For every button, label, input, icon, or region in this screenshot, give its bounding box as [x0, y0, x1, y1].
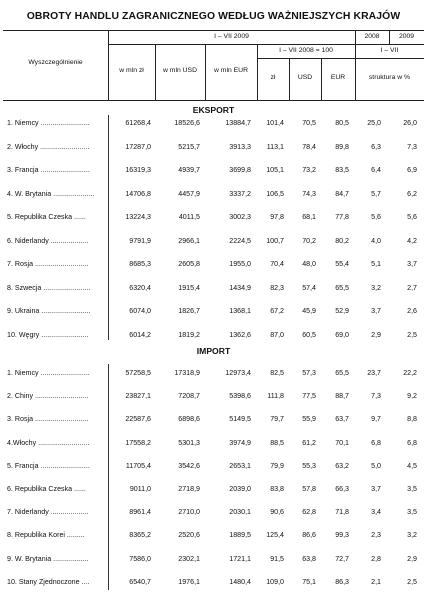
cell-s2008: 6,3 [371, 142, 381, 151]
header-col-usd: w mln USD [163, 67, 197, 74]
row-label: 1. Niemcy ......................... [7, 119, 90, 127]
cell-s2009: 22,2 [403, 369, 417, 377]
cell-eur: 5149,5 [229, 415, 251, 424]
cell-s2008: 2,1 [371, 577, 381, 586]
cell-iusd: 73,2 [302, 166, 316, 174]
cell-eur: 5398,6 [229, 392, 251, 401]
cell-s2009: 7,3 [407, 142, 417, 151]
cell-s2008: 7,3 [371, 392, 381, 401]
table-row [3, 282, 424, 296]
cell-pln: 8685,3 [129, 260, 151, 268]
cell-ieur: 63,7 [335, 415, 349, 424]
cell-usd: 1976,1 [178, 577, 200, 586]
cell-s2008: 3,7 [371, 485, 381, 493]
cell-usd: 5301,3 [178, 438, 200, 447]
cell-eur: 1368,1 [229, 307, 251, 315]
row-label: 7. Rosja ........................... [7, 260, 89, 268]
cell-ieur: 88,7 [335, 392, 349, 401]
cell-iusd: 60,5 [302, 330, 316, 339]
cell-pln: 61268,4 [125, 119, 151, 127]
row-label: 2. Włochy ......................... [7, 142, 90, 151]
row-label: 10. Stany Zjednoczone .... [7, 577, 90, 586]
cell-s2009: 3,5 [407, 508, 417, 517]
page-title: OBROTY HANDLU ZAGRANICZNEGO WEDŁUG WAŻNIEJSZYCH KRAJÓW [26, 11, 401, 22]
table-row [3, 576, 424, 590]
cell-s2008: 23,7 [367, 369, 381, 377]
header-index-label: I – VII 2008 = 100 [279, 47, 333, 54]
cell-ieur: 80,5 [335, 119, 349, 127]
cell-eur: 3337,2 [229, 189, 251, 198]
cell-ipln: 88,5 [270, 438, 284, 447]
cell-s2009: 3,2 [407, 531, 417, 540]
cell-ieur: 99,3 [335, 531, 349, 540]
cell-pln: 57258,5 [125, 369, 151, 377]
cell-usd: 4457,9 [178, 189, 200, 198]
cell-pln: 14706,8 [125, 189, 151, 198]
cell-s2009: 2,5 [407, 330, 417, 339]
cell-ipln: 105,1 [266, 166, 284, 174]
table-row [3, 437, 424, 451]
cell-iusd: 57,8 [302, 485, 316, 493]
cell-eur: 2030,1 [229, 508, 251, 517]
table-row [3, 211, 424, 225]
row-label: 9. W. Brytania .................. [7, 554, 89, 563]
table-row [3, 117, 424, 131]
cell-eur: 3002,3 [229, 213, 251, 221]
header-year-2009: 2009 [398, 33, 415, 40]
cell-usd: 3542,6 [178, 461, 200, 470]
cell-pln: 13224,3 [125, 213, 151, 221]
header-period-main: I – VII 2009 [214, 33, 249, 40]
cell-usd: 18526,6 [174, 119, 200, 127]
cell-ipln: 83,8 [270, 485, 284, 493]
cell-usd: 5215,7 [178, 142, 200, 151]
cell-iusd: 48,0 [302, 260, 316, 268]
cell-s2008: 3,7 [371, 307, 381, 315]
cell-ieur: 80,2 [335, 236, 349, 245]
cell-usd: 2302,1 [178, 554, 200, 563]
row-label: 4. W. Brytania ..................... [7, 189, 95, 198]
cell-s2009: 3,7 [407, 260, 417, 268]
cell-pln: 11705,4 [125, 461, 151, 470]
cell-usd: 7208,7 [178, 392, 200, 401]
cell-eur: 2653,1 [229, 461, 251, 470]
cell-iusd: 61,2 [302, 438, 316, 447]
cell-iusd: 78,4 [302, 142, 316, 151]
cell-eur: 2039,0 [229, 485, 251, 493]
table-row [3, 460, 424, 474]
table-row [3, 483, 424, 497]
cell-ipln: 82,5 [270, 369, 284, 377]
cell-s2009: 6,2 [407, 189, 417, 198]
cell-eur: 1362,6 [229, 330, 251, 339]
cell-ipln: 113,1 [266, 142, 284, 151]
cell-ieur: 72,7 [335, 554, 349, 563]
cell-usd: 2520,6 [178, 531, 200, 540]
table-row [3, 329, 424, 343]
cell-s2008: 5,6 [371, 213, 381, 221]
cell-ipln: 111,8 [267, 392, 284, 401]
table-row [3, 164, 424, 178]
cell-s2009: 2,7 [407, 283, 417, 292]
cell-eur: 3974,9 [229, 438, 251, 447]
row-label: 8. Szwecja ........................ [7, 283, 91, 292]
cell-usd: 6898,6 [178, 415, 200, 424]
row-label: 3. Rosja ........................... [7, 415, 89, 424]
cell-iusd: 63,8 [302, 554, 316, 563]
header-year-2008: 2008 [364, 33, 380, 40]
cell-ieur: 71,8 [335, 508, 349, 517]
cell-eur: 1434,9 [229, 283, 251, 292]
cell-ipln: 106,5 [266, 189, 284, 198]
cell-pln: 16319,3 [125, 166, 151, 174]
cell-ieur: 63,2 [335, 461, 349, 470]
cell-s2008: 2,3 [371, 531, 381, 540]
cell-s2009: 4,2 [407, 236, 417, 245]
section-import-label: IMPORT [196, 346, 231, 356]
table-row [3, 235, 424, 249]
cell-s2008: 5,7 [371, 189, 381, 198]
row-label: 9. Ukraina ......................... [7, 307, 91, 315]
cell-ieur: 65,5 [335, 369, 349, 377]
cell-s2009: 3,5 [407, 485, 417, 493]
cell-usd: 17318,9 [174, 369, 200, 377]
cell-eur: 12973,4 [225, 369, 251, 377]
cell-iusd: 57,3 [302, 369, 316, 377]
cell-pln: 6540,7 [129, 577, 151, 586]
cell-ieur: 55,4 [335, 260, 349, 268]
header-idx-eur: EUR [330, 74, 346, 81]
cell-ieur: 83,5 [335, 166, 349, 174]
cell-usd: 2718,9 [178, 485, 200, 493]
table-row [3, 413, 424, 427]
row-label: 2. Chiny ........................... [7, 392, 89, 401]
cell-eur: 1721,1 [229, 554, 251, 563]
cell-eur: 1480,4 [229, 577, 251, 586]
cell-iusd: 62,8 [302, 508, 316, 517]
cell-pln: 9791,9 [129, 236, 151, 245]
table-row [3, 529, 424, 543]
cell-eur: 2224,5 [229, 236, 251, 245]
cell-ipln: 97,8 [270, 213, 284, 221]
cell-s2008: 5,0 [371, 461, 381, 470]
row-label: 6. Republika Czeska ...... [7, 485, 86, 493]
cell-ipln: 90,6 [270, 508, 284, 517]
cell-iusd: 75,1 [302, 577, 316, 586]
cell-iusd: 70,5 [302, 119, 316, 127]
cell-usd: 2710,0 [178, 508, 200, 517]
header-col-eur: w mln EUR [214, 67, 248, 74]
table-row [3, 390, 424, 404]
row-label: 4.Włochy .......................... [7, 438, 90, 447]
cell-eur: 13884,7 [225, 119, 251, 127]
cell-ieur: 69,0 [335, 330, 349, 339]
cell-ieur: 52,9 [335, 307, 349, 315]
cell-iusd: 77,5 [302, 392, 316, 401]
cell-s2008: 6,8 [371, 438, 381, 447]
row-label: 8. Republika Korei ......... [7, 531, 85, 540]
cell-pln: 8365,2 [129, 531, 151, 540]
cell-usd: 1826,7 [178, 307, 200, 315]
cell-s2008: 2,8 [371, 554, 381, 563]
cell-pln: 22587,6 [125, 415, 151, 424]
cell-pln: 8961,4 [129, 508, 151, 517]
section-export-label: EKSPORT [192, 105, 235, 115]
header-idx-pln: zł [270, 74, 276, 81]
cell-s2008: 4,0 [371, 236, 381, 245]
cell-s2008: 3,2 [371, 283, 381, 292]
cell-pln: 6320,4 [129, 283, 151, 292]
header-idx-usd: USD [297, 74, 313, 81]
cell-iusd: 86,6 [302, 531, 316, 540]
cell-usd: 2605,8 [178, 260, 200, 268]
cell-ieur: 70,1 [335, 438, 349, 447]
cell-iusd: 74,3 [302, 189, 316, 198]
cell-ieur: 65,5 [335, 283, 349, 292]
cell-ipln: 67,2 [270, 307, 284, 315]
cell-ipln: 101,4 [266, 119, 284, 127]
cell-ipln: 87,0 [270, 330, 284, 339]
cell-s2008: 5,1 [371, 260, 381, 268]
cell-s2008: 6,4 [371, 166, 381, 174]
table-header [3, 30, 424, 101]
cell-pln: 17287,0 [125, 142, 151, 151]
cell-eur: 3699,8 [229, 166, 251, 174]
cell-pln: 23827,1 [125, 392, 151, 401]
cell-usd: 4939,7 [178, 166, 200, 174]
row-label: 3. Francja ......................... [7, 166, 90, 174]
table-row [3, 188, 424, 202]
cell-iusd: 70,2 [302, 236, 316, 245]
row-label: 5. Francja ......................... [7, 461, 90, 470]
header-structure-label: struktura w % [368, 74, 411, 81]
cell-pln: 6014,2 [129, 330, 151, 339]
cell-s2009: 6,9 [407, 166, 417, 174]
row-label: 1. Niemcy ......................... [7, 369, 90, 377]
cell-s2009: 9,2 [407, 392, 417, 401]
cell-s2008: 9,7 [371, 415, 381, 424]
cell-usd: 1915,4 [178, 283, 200, 292]
cell-ipln: 109,0 [266, 577, 284, 586]
cell-pln: 17558,2 [125, 438, 151, 447]
cell-ieur: 89,8 [335, 142, 349, 151]
cell-s2009: 5,6 [407, 213, 417, 221]
cell-usd: 2966,1 [178, 236, 200, 245]
cell-ipln: 79,7 [270, 415, 284, 424]
cell-s2009: 2,6 [407, 307, 417, 315]
row-label: 7. Niderlandy ................... [7, 508, 89, 517]
table-row [3, 305, 424, 319]
cell-ieur: 66,3 [335, 485, 349, 493]
row-label: 10. Węgry ........................ [7, 330, 89, 339]
cell-s2009: 2,9 [407, 554, 417, 563]
cell-s2009: 26,0 [403, 119, 417, 127]
cell-s2008: 25,0 [367, 119, 381, 127]
cell-iusd: 55,9 [302, 415, 316, 424]
header-period-short: I – VII [380, 47, 399, 54]
row-label: 6. Niderlandy ................... [7, 236, 89, 245]
cell-ipln: 91,5 [270, 554, 284, 563]
cell-usd: 4011,5 [178, 213, 200, 221]
cell-ipln: 100,7 [266, 236, 284, 245]
cell-ipln: 70,4 [270, 260, 284, 268]
cell-eur: 1955,0 [229, 260, 251, 268]
cell-ipln: 125,4 [266, 531, 284, 540]
cell-s2009: 4,5 [407, 461, 417, 470]
cell-ipln: 79,9 [270, 461, 284, 470]
cell-s2009: 8,8 [407, 415, 417, 424]
cell-pln: 7586,0 [129, 554, 151, 563]
cell-ieur: 86,3 [335, 577, 349, 586]
cell-pln: 6074,0 [129, 307, 151, 315]
cell-iusd: 55,3 [302, 461, 316, 470]
cell-eur: 1889,5 [229, 531, 251, 540]
cell-ieur: 77,8 [335, 213, 349, 221]
cell-ipln: 82,3 [270, 283, 284, 292]
header-col-pln: w mln zł [119, 67, 144, 74]
cell-ieur: 84,7 [335, 189, 349, 198]
cell-s2009: 2,5 [407, 577, 417, 586]
cell-iusd: 57,4 [302, 283, 316, 292]
cell-iusd: 68,1 [302, 213, 316, 221]
row-label: 5. Republika Czeska ...... [7, 213, 86, 221]
table-row [3, 258, 424, 272]
cell-s2009: 6,8 [407, 438, 417, 447]
header-item-label: Wyszczególnienie [28, 59, 83, 66]
table-row [3, 506, 424, 520]
cell-usd: 1819,2 [178, 330, 200, 339]
table-row [3, 141, 424, 155]
table-row [3, 553, 424, 567]
table-row [3, 367, 424, 381]
cell-pln: 9011,0 [129, 485, 151, 493]
cell-s2008: 2,9 [371, 330, 381, 339]
cell-iusd: 45,9 [302, 307, 316, 315]
cell-s2008: 3,4 [371, 508, 381, 517]
cell-eur: 3913,3 [229, 142, 251, 151]
